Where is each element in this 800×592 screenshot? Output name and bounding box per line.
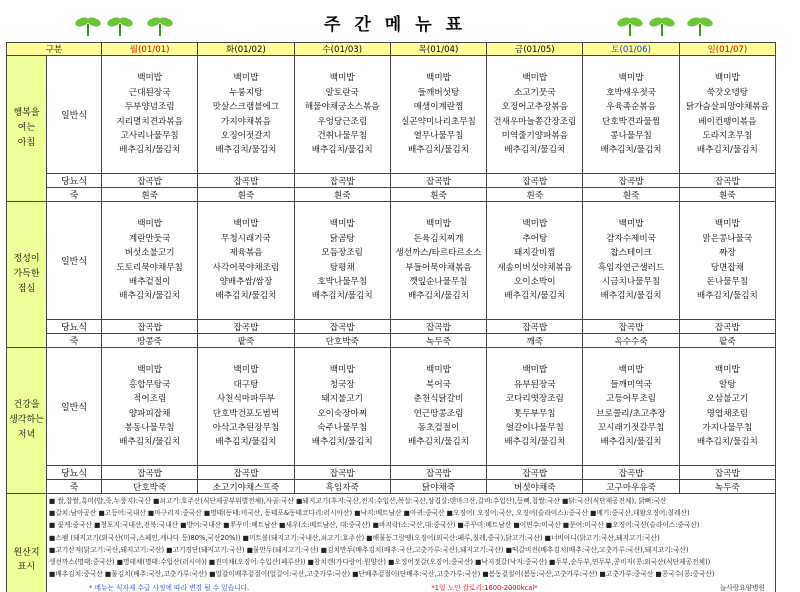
porridge-cell: 팥죽 [198, 334, 294, 348]
menu-item: 찹스테이크 [610, 248, 652, 259]
diabetic-cell: 잡곡밥 [583, 466, 679, 480]
menu-item: 계란만둣국 [128, 233, 171, 244]
menu-cell [583, 202, 679, 320]
meal-general-row [7, 56, 776, 174]
menu-item: 배추김치/물김치 [504, 291, 566, 302]
day-header: 목(01/04) [390, 43, 486, 56]
kind-porridge-label: 죽 [47, 188, 102, 202]
menu-item: 가지야채볶음 [221, 116, 271, 127]
meal-porridge-row [7, 334, 776, 348]
menu-item: 배추김치/물김치 [407, 437, 469, 448]
diabetic-cell: 잡곡밥 [583, 320, 679, 334]
menu-cell [294, 56, 390, 174]
menu-item: 백미밥 [329, 73, 355, 84]
origin-line: ■배추김치:중국산 ■물김치(배추:국산,고춧가루:국산) ■얼갈이배추겉절이(얼갈이:국산,고춧가루:국산) ■단배추겉절이(단배추:국산,고춧가루:국산) ■봄동겉절이(봄동:국산,고춧가루:국산) ■고춧가루:중국산 ■콩국수(콩:중국산) [49, 570, 715, 579]
menu-item: 얼갈이나물무침 [505, 422, 564, 433]
menu-item: 백미밥 [714, 365, 740, 376]
meal-diabetic-row [7, 174, 776, 188]
meal-label-line: 가득한 [13, 269, 40, 279]
menu-item: 배추김치/물김치 [119, 145, 181, 156]
menu-cell [102, 348, 198, 466]
origin-line: ■고기산적(닭고기:국산,돼지고기:국산) ■고기경단(돼지고기:국산) ■물만두(돼지고기:국산) ■김치만두(배추김치(배추:국산,고춧가루:국산),돼지고기:국산) ■떡갈비전(배추김치(배추:국산,고춧가루:국산),돼지고기:국산) [49, 545, 689, 554]
menu-item: 열무나물무침 [413, 130, 464, 141]
meal-label-line: 행복을 [13, 108, 40, 118]
menu-item: 가지나물무침 [702, 422, 753, 433]
menu-cell [198, 202, 294, 320]
menu-item: 북어국 [426, 379, 451, 390]
menu-item: 부들어묵야채볶음 [405, 262, 472, 273]
meal-label [7, 56, 47, 202]
diabetic-cell: 잡곡밥 [102, 174, 198, 188]
menu-item: 백미밥 [329, 219, 355, 230]
menu-cell [583, 56, 679, 174]
diabetic-cell: 잡곡밥 [294, 466, 390, 480]
menu-item: 대구탕 [233, 379, 259, 390]
menu-item: 고사리나물무침 [120, 130, 179, 141]
menu-item: 코다리엿장조림 [505, 394, 564, 405]
porridge-cell: 흰죽 [390, 188, 486, 202]
menu-item: 돈육김치찌개 [413, 233, 464, 244]
menu-item: 톳두부무침 [514, 408, 556, 419]
menu-item: 배추김치/물김치 [407, 291, 469, 302]
menu-item: 배추김치/물김치 [600, 145, 662, 156]
menu-item: 백미밥 [426, 73, 451, 84]
meal-label-line: 여는 [17, 123, 36, 133]
menu-item: 도토리묵야채무침 [116, 262, 183, 273]
origin-label-line: 원산지 [13, 547, 40, 558]
menu-item: 배추김치/물김치 [215, 437, 277, 448]
menu-item: 소고기뭇국 [514, 87, 556, 98]
porridge-cell: 단호박죽 [102, 480, 198, 494]
diabetic-cell: 잡곡밥 [198, 320, 294, 334]
menu-item: 백미밥 [426, 219, 451, 230]
meal-diabetic-row [7, 466, 776, 480]
diabetic-cell: 잡곡밥 [198, 466, 294, 480]
menu-item: 배추김치/물김치 [504, 145, 566, 156]
porridge-cell: 녹두죽 [390, 334, 486, 348]
weekly-menu-table [6, 42, 776, 592]
menu-item: 백미밥 [522, 365, 548, 376]
menu-item: 짜장 [719, 248, 736, 259]
origin-line: ■ 꽃게:중국산 ■청포지:국내산,전북:국내산 ■방어:국내산 ■쭈꾸미:베트남산 ■새우(소:베트남산, 대:중국산) ■바지락(소:국산,대:중국산) ■주꾸미:베트남산 ■이면수:미국산 ■문어:미국산 ■오징어:국산(슬라이스:중국산) [49, 521, 700, 530]
menu-cell [487, 348, 583, 466]
porridge-cell: 흰죽 [679, 188, 775, 202]
day-header: 일(01/07) [679, 43, 775, 56]
sprout-icon [686, 14, 714, 36]
diabetic-cell: 잡곡밥 [487, 174, 583, 188]
menu-item: 도라지초무침 [702, 130, 753, 141]
menu-item: 배추김치/물김치 [215, 291, 277, 302]
origin-line: ■스팸 (돼지고기(외국산(미국,스페인,캐나다 등)80%,국산20%)) ■미트볼(돼지고기:국내산,쇠고기:호주산) ■해물동그랑땡(오징어(외국산:페루,칠레,중국),닭고기:국산) ■너비아니(닭고기:국산,돼지고기:국산) [49, 533, 660, 542]
meal-label-line: 정성이 [13, 254, 40, 264]
menu-item: 백미밥 [137, 73, 163, 84]
menu-cell [198, 56, 294, 174]
menu-cell [102, 56, 198, 174]
menu-item: 동초겉절이 [417, 422, 460, 433]
menu-item: 배추겉절이 [128, 276, 171, 287]
menu-item: 백미밥 [329, 365, 355, 376]
meal-diabetic-row [7, 320, 776, 334]
menu-item: 돼지갈비찜 [514, 248, 556, 259]
meal-general-row [7, 202, 776, 320]
menu-item: 시금치나물무침 [602, 276, 661, 287]
menu-item: 단호박건포도범벅 [212, 408, 280, 419]
facility-name: 늘사랑요양병원 [719, 584, 765, 592]
menu-item: 양파피잡채 [128, 408, 171, 419]
menu-item: 오이소박이 [514, 276, 556, 287]
meal-porridge-row [7, 188, 776, 202]
diabetic-cell: 잡곡밥 [390, 174, 486, 188]
porridge-cell: 흰죽 [198, 188, 294, 202]
menu-item: 깻잎순나물무침 [409, 276, 468, 287]
menu-item: 배추김치/물김치 [696, 145, 758, 156]
page-header [0, 0, 800, 42]
menu-item: 쑥갓오뎅탕 [706, 87, 749, 98]
menu-item: 백미밥 [137, 219, 163, 230]
menu-item: 근대된장국 [128, 87, 171, 98]
origin-row [7, 494, 776, 592]
menu-item: 백미밥 [137, 365, 163, 376]
menu-item: 오징어젓갈지 [221, 130, 271, 141]
menu-item: 흑임자연근샐러드 [597, 262, 665, 273]
page-title: 주간메뉴표 [323, 15, 477, 35]
menu-item: 오삼불고기 [706, 394, 749, 405]
menu-item: 우육족순볶음 [606, 102, 656, 113]
menu-item: 홍합무탕국 [128, 379, 171, 390]
menu-item: 실곤약미나리초무침 [401, 116, 476, 127]
origin-line: ■갈치:남아공산 ■고등어:국내산 ■마구리지:중국산 ■명태(동태:미국산, 동태포&동태코다리:러시아산) ■낙지:베트남산 ■아귀:중국산 ■오징어( 오징어:국산, 오징어(슬라이스):중국산 ■메기:중국산,대왕오징어:칠레산) [49, 509, 690, 518]
menu-item: 배추김치/물김치 [600, 437, 662, 448]
sprout-icon [648, 14, 676, 36]
menu-item: 버섯소불고기 [124, 248, 175, 259]
porridge-cell: 흰죽 [583, 188, 679, 202]
menu-item: 백미밥 [522, 219, 548, 230]
kind-diabetic-label: 당뇨식 [47, 466, 102, 480]
footer-line [49, 582, 773, 592]
menu-item: 맑은콩나물국 [702, 233, 753, 244]
menu-item: 건새우마늘쫑간장조림 [493, 116, 577, 127]
menu-cell [679, 348, 775, 466]
meal-general-row [7, 348, 776, 466]
diabetic-cell: 잡곡밥 [390, 466, 486, 480]
menu-item: 알탕 [719, 379, 736, 390]
menu-cell [390, 348, 486, 466]
porridge-cell: 흑임자죽 [294, 480, 390, 494]
porridge-cell: 땅콩죽 [102, 334, 198, 348]
menu-item: 돼지불고기 [321, 394, 363, 405]
menu-item: 배추김치/물김치 [311, 291, 373, 302]
menu-item: 춘천식닭갈비 [413, 394, 464, 405]
menu-item: 감자수제비국 [606, 233, 656, 244]
origin-label [7, 494, 47, 592]
menu-item: 연근땅콩조림 [413, 408, 464, 419]
menu-item: 백미밥 [233, 73, 259, 84]
menu-item: 건취나물무침 [317, 130, 368, 141]
meal-label-line: 건강을 [13, 400, 40, 410]
menu-item: 배추김치/물김치 [119, 291, 181, 302]
menu-item: 생선까스/타르타르소스 [395, 248, 482, 259]
meal-label [7, 202, 47, 348]
meal-porridge-row [7, 480, 776, 494]
origin-text [47, 494, 776, 592]
menu-item: 맛살스크램블에그 [212, 102, 280, 113]
menu-item: 배추김치/물김치 [407, 145, 469, 156]
menu-item: 숙주나물무침 [317, 422, 368, 433]
menu-item: 배추김치/물김치 [311, 437, 373, 448]
menu-item: 배추김치/물김치 [119, 437, 181, 448]
menu-item: 새송이버섯야채볶음 [497, 262, 573, 273]
meal-label-line: 생각하는 [9, 415, 44, 425]
menu-item: 호박나물무침 [317, 276, 368, 287]
kind-general-label: 일반식 [47, 348, 102, 466]
menu-item: 들깨버섯탕 [417, 87, 460, 98]
porridge-cell: 팥죽 [679, 334, 775, 348]
menu-item: 봉동나물무침 [124, 422, 175, 433]
menu-item: 백미밥 [233, 365, 259, 376]
menu-item: 유부된장국 [514, 379, 556, 390]
corner-label: 구분 [7, 43, 102, 56]
menu-cell [198, 348, 294, 466]
porridge-cell: 단호박죽 [294, 334, 390, 348]
menu-item: 당면잡채 [710, 262, 744, 273]
day-header-row [7, 43, 776, 56]
menu-item: 무청시래기국 [221, 233, 271, 244]
diabetic-cell: 잡곡밥 [487, 466, 583, 480]
menu-item: 콩나물무침 [610, 130, 652, 141]
diabetic-cell: 잡곡밥 [679, 174, 775, 188]
menu-item: 단호박견과물찜 [602, 116, 661, 127]
menu-cell [679, 56, 775, 174]
menu-item: 우엉당근조림 [317, 116, 368, 127]
menu-item: 미역줄기양파볶음 [501, 130, 568, 141]
menu-item: 제육볶음 [229, 248, 263, 259]
porridge-cell: 닭야채죽 [390, 480, 486, 494]
day-header: 화(01/02) [198, 43, 294, 56]
diabetic-cell: 잡곡밥 [679, 466, 775, 480]
menu-item: 백미밥 [714, 219, 740, 230]
menu-item: 백미밥 [714, 73, 740, 84]
menu-item: 지리멸치견과볶음 [116, 116, 183, 127]
menu-item: 사천식마파두부 [216, 394, 275, 405]
porridge-cell: 깨죽 [487, 334, 583, 348]
kind-diabetic-label: 당뇨식 [47, 174, 102, 188]
menu-item: 아삭고추된장무침 [212, 422, 280, 433]
kind-general-label: 일반식 [47, 56, 102, 174]
menu-cell [679, 202, 775, 320]
menu-cell [294, 202, 390, 320]
menu-item: 양배추쌈/쌈장 [219, 276, 273, 287]
menu-item: 백미밥 [618, 73, 644, 84]
menu-item: 백미밥 [233, 219, 259, 230]
menu-item: 추어탕 [522, 233, 548, 244]
menu-cell [487, 202, 583, 320]
porridge-cell: 옥수수죽 [583, 334, 679, 348]
menu-item: 해물야채궁소스볶음 [304, 102, 380, 113]
meal-label-line: 점심 [17, 284, 36, 294]
menu-cell [487, 56, 583, 174]
menu-item: 호박새우젓국 [606, 87, 656, 98]
calorie-note: *1일 노인 칼로리:1600-2000kcal* [431, 584, 538, 592]
origin-line: 생선까스(명태:중국산) ■명태채(명태:수입산(러시아)) ■진미채(오징어:수입산(페루산)) ■참치캔(가다랑어:원양산) ■오징어젓갈(오징어:중국산) ■낙지젓갈(낙지:중국산) ■두부,순두부,연두부,콩비지(콩:외국산(식단제공전체)) [49, 558, 711, 567]
kind-porridge-label: 죽 [47, 334, 102, 348]
menu-item: 알토란국 [325, 87, 359, 98]
menu-item: 백미밥 [618, 365, 644, 376]
diabetic-cell: 잡곡밥 [102, 466, 198, 480]
menu-item: 매생이계란찜 [413, 102, 464, 113]
menu-item: 명엽채조림 [706, 408, 749, 419]
menu-item: 적어조림 [133, 394, 167, 405]
porridge-cell: 버섯야채죽 [487, 480, 583, 494]
menu-item: 고등어무조림 [606, 394, 656, 405]
menu-item: 배추김치/물김치 [600, 291, 662, 302]
meal-label [7, 348, 47, 494]
meal-label-line: 저녁 [17, 430, 36, 440]
menu-item: 누룽지탕 [229, 87, 263, 98]
menu-item: 배추김치/물김치 [504, 437, 566, 448]
menu-cell [583, 348, 679, 466]
day-header: 월(01/01) [102, 43, 198, 56]
kind-general-label: 일반식 [47, 202, 102, 320]
day-header: 토(01/06) [583, 43, 679, 56]
menu-item: 백미밥 [618, 219, 644, 230]
kind-porridge-label: 죽 [47, 480, 102, 494]
porridge-cell: 소고기야채스프죽 [198, 480, 294, 494]
kind-diabetic-label: 당뇨식 [47, 320, 102, 334]
menu-item: 브로콜리/초고추장 [596, 408, 666, 419]
menu-item: 오징어고추장볶음 [501, 102, 568, 113]
menu-item: 꼬시래기젓갈무침 [597, 422, 665, 433]
diabetic-cell: 잡곡밥 [390, 320, 486, 334]
origin-label-line: 표시 [17, 561, 36, 572]
porridge-cell: 녹두죽 [679, 480, 775, 494]
menu-item: 청국장 [329, 379, 355, 390]
diabetic-cell: 잡곡밥 [679, 320, 775, 334]
menu-item: 닭곰탕 [329, 233, 355, 244]
menu-cell [390, 202, 486, 320]
diabetic-cell: 잡곡밥 [487, 320, 583, 334]
menu-item: 배추김치/물김치 [696, 437, 758, 448]
diabetic-cell: 잡곡밥 [294, 174, 390, 188]
diabetic-cell: 잡곡밥 [198, 174, 294, 188]
meal-label-line: 아침 [17, 138, 36, 148]
menu-item: 베이컨팽이볶음 [698, 116, 757, 127]
menu-item: 모듬장조림 [321, 248, 363, 259]
porridge-cell: 흰죽 [294, 188, 390, 202]
porridge-cell: 흰죽 [487, 188, 583, 202]
menu-change-notice: * 메뉴는 식자재 수급 사정에 따라 변경 될 수 있습니다. [89, 584, 250, 592]
menu-item: 탕평채 [329, 262, 355, 273]
porridge-cell: 흰죽 [102, 188, 198, 202]
menu-item: 돈나물무침 [706, 276, 749, 287]
menu-item: 들깨미역국 [610, 379, 652, 390]
day-header: 수(01/03) [294, 43, 390, 56]
menu-item: 오이숙장아찌 [317, 408, 368, 419]
menu-item: 사각어묵야채조림 [212, 262, 280, 273]
menu-item: 백미밥 [426, 365, 451, 376]
menu-item: 배추김치/물김치 [215, 145, 277, 156]
day-header: 금(01/05) [487, 43, 583, 56]
menu-cell [294, 348, 390, 466]
menu-cell [390, 56, 486, 174]
diabetic-cell: 잡곡밥 [102, 320, 198, 334]
menu-item: 백미밥 [522, 73, 548, 84]
menu-item: 닭가슴살피망야채볶음 [685, 102, 769, 113]
diabetic-cell: 잡곡밥 [294, 320, 390, 334]
menu-item: 두부양념조림 [124, 102, 175, 113]
sprout-icon [616, 14, 644, 36]
porridge-cell: 고구마우유죽 [583, 480, 679, 494]
menu-item: 배추김치/물김치 [311, 145, 373, 156]
diabetic-cell: 잡곡밥 [583, 174, 679, 188]
menu-item: 배추김치/물김치 [696, 291, 758, 302]
origin-line: ■ 쌀,찹쌀,흑미(밥,죽,누룽지):국산 ■쇠고기:호주산(식단제공부위별전체),사골:국산 ■돼지고기(후지:국산,전지:수입산,목살:국산,삼겹살:덴마크산,갈비:수입산),등뼈,찹쌀:국산 ■닭:국산(식단제공전체), 닭뼈:국산 [49, 497, 667, 505]
menu-cell [102, 202, 198, 320]
